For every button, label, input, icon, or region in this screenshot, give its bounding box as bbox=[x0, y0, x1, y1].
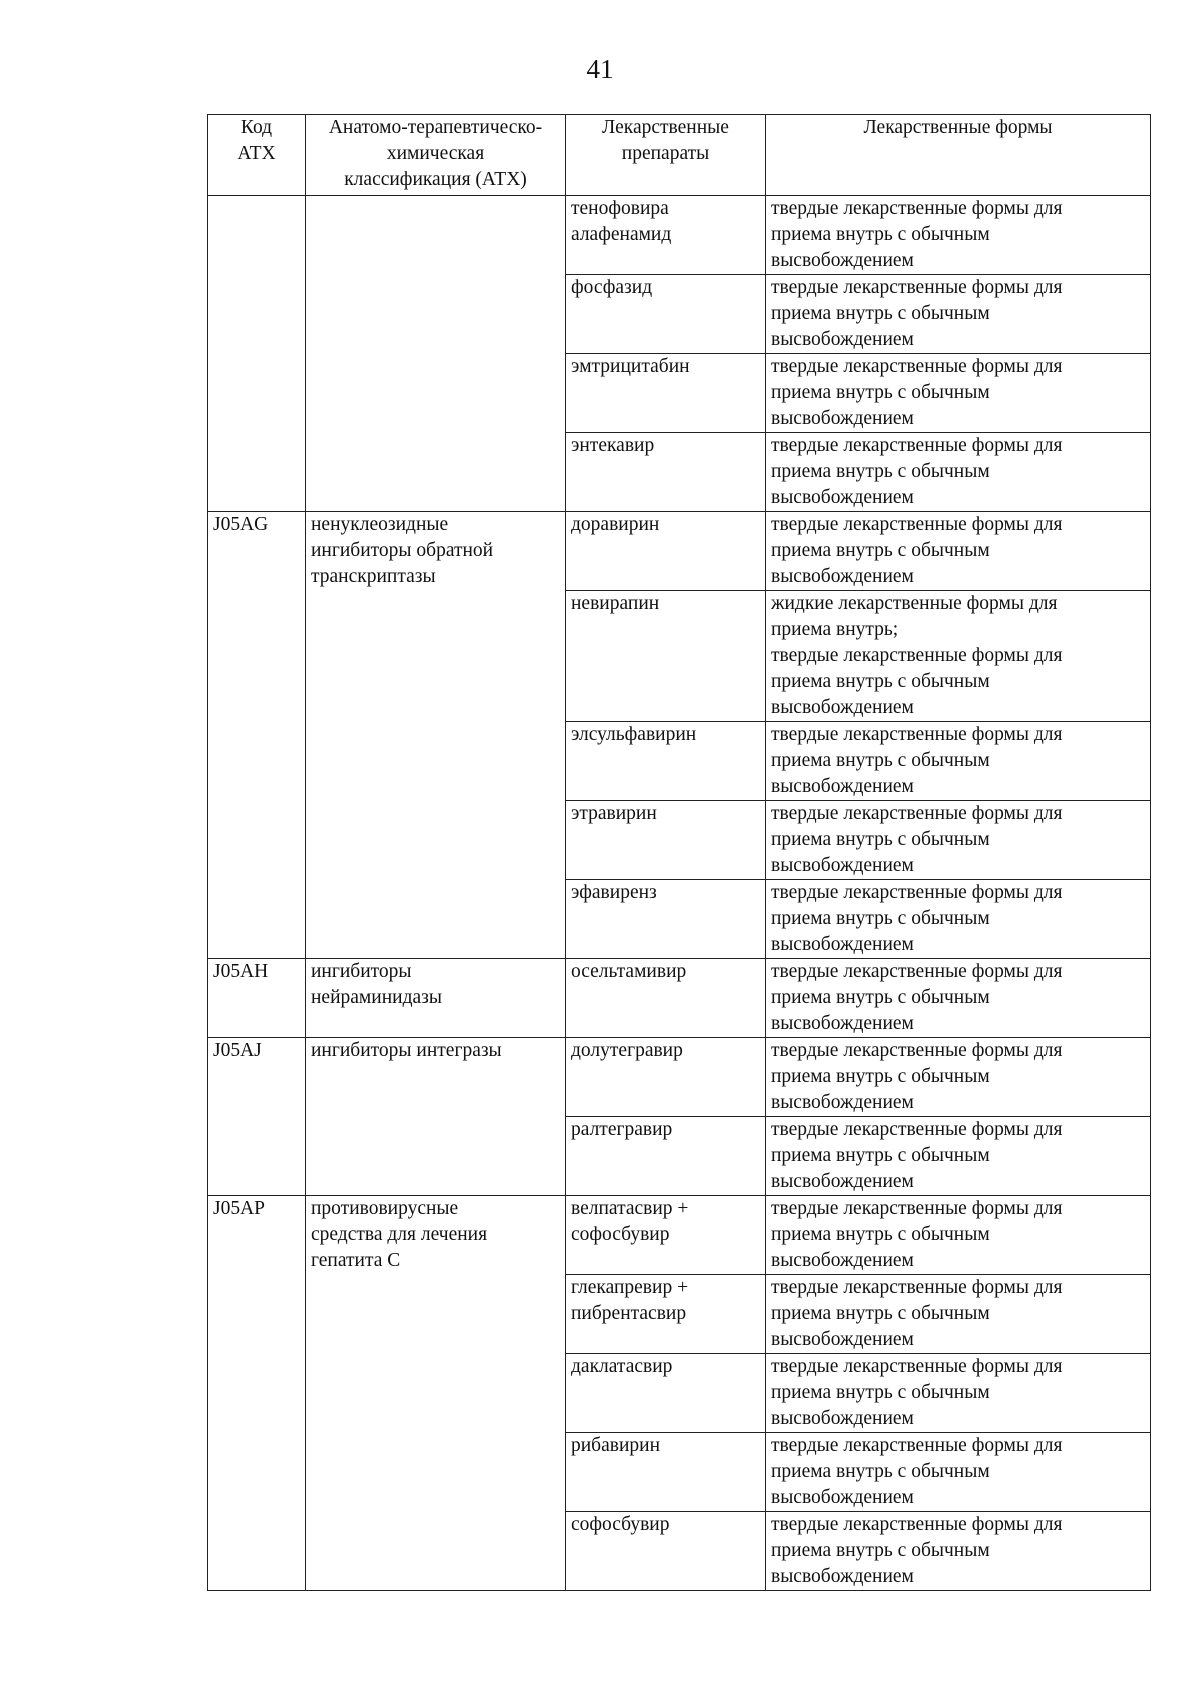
drug-cell: софосбувир bbox=[566, 1512, 766, 1591]
drug-cell: долутегравир bbox=[566, 1038, 766, 1117]
dosage-form-cell: жидкие лекарственные формы для приема внутрь; твердые лекарственные формы для приема внутрь с обычным высвобождением bbox=[766, 591, 1151, 722]
drug-cell: даклатасвир bbox=[566, 1354, 766, 1433]
drug-cell: доравирин bbox=[566, 512, 766, 591]
drug-cell: осельтамивир bbox=[566, 959, 766, 1038]
dosage-form-cell: твердые лекарственные формы для приема внутрь с обычным высвобождением bbox=[766, 959, 1151, 1038]
drug-cell: тенофовира алафенамид bbox=[566, 196, 766, 275]
table-row bbox=[208, 196, 1151, 275]
drug-cell: элсульфавирин bbox=[566, 722, 766, 801]
page-number: 41 bbox=[586, 54, 614, 84]
dosage-form-cell: твердые лекарственные формы для приема внутрь с обычным высвобождением bbox=[766, 1512, 1151, 1591]
drug-cell: эмтрицитабин bbox=[566, 354, 766, 433]
dosage-form-cell: твердые лекарственные формы для приема внутрь с обычным высвобождением bbox=[766, 354, 1151, 433]
atx-code-cell: J05AG bbox=[208, 512, 306, 959]
atx-code-cell: J05AP bbox=[208, 1196, 306, 1591]
atx-code-cell: J05AJ bbox=[208, 1038, 306, 1196]
header-atx-classification: Анатомо-терапевтическо- химическая классификация (АТХ) bbox=[306, 115, 566, 196]
header-atx-code: Код АТХ bbox=[208, 115, 306, 196]
dosage-form-cell: твердые лекарственные формы для приема внутрь с обычным высвобождением bbox=[766, 801, 1151, 880]
atx-drug-table bbox=[207, 114, 1151, 1591]
atx-code-cell bbox=[208, 196, 306, 512]
header-dosage-forms: Лекарственные формы bbox=[766, 115, 1151, 196]
drug-cell: ралтегравир bbox=[566, 1117, 766, 1196]
atx-group-cell: противовирусные средства для лечения гепатита С bbox=[306, 1196, 566, 1591]
drug-cell: рибавирин bbox=[566, 1433, 766, 1512]
table-row bbox=[208, 959, 1151, 1038]
atx-group-cell: ингибиторы интегразы bbox=[306, 1038, 566, 1196]
table-header-row bbox=[208, 115, 1151, 196]
header-drugs: Лекарственные препараты bbox=[566, 115, 766, 196]
dosage-form-cell: твердые лекарственные формы для приема внутрь с обычным высвобождением bbox=[766, 1196, 1151, 1275]
drug-cell: энтекавир bbox=[566, 433, 766, 512]
table-row bbox=[208, 512, 1151, 591]
dosage-form-cell: твердые лекарственные формы для приема внутрь с обычным высвобождением bbox=[766, 880, 1151, 959]
drug-cell: невирапин bbox=[566, 591, 766, 722]
dosage-form-cell: твердые лекарственные формы для приема внутрь с обычным высвобождением bbox=[766, 433, 1151, 512]
table-row bbox=[208, 1196, 1151, 1275]
dosage-form-cell: твердые лекарственные формы для приема внутрь с обычным высвобождением bbox=[766, 1354, 1151, 1433]
dosage-form-cell: твердые лекарственные формы для приема внутрь с обычным высвобождением bbox=[766, 275, 1151, 354]
dosage-form-cell: твердые лекарственные формы для приема внутрь с обычным высвобождением bbox=[766, 1275, 1151, 1354]
dosage-form-cell: твердые лекарственные формы для приема внутрь с обычным высвобождением bbox=[766, 1433, 1151, 1512]
atx-group-cell: ингибиторы нейраминидазы bbox=[306, 959, 566, 1038]
dosage-form-cell: твердые лекарственные формы для приема внутрь с обычным высвобождением bbox=[766, 1117, 1151, 1196]
drug-cell: глекапревир + пибрентасвир bbox=[566, 1275, 766, 1354]
drug-cell: этравирин bbox=[566, 801, 766, 880]
drug-cell: эфавиренз bbox=[566, 880, 766, 959]
drug-cell: велпатасвир + софосбувир bbox=[566, 1196, 766, 1275]
atx-code-cell: J05AH bbox=[208, 959, 306, 1038]
table-row bbox=[208, 1038, 1151, 1117]
atx-group-cell bbox=[306, 196, 566, 512]
atx-group-cell: ненуклеозидные ингибиторы обратной транскриптазы bbox=[306, 512, 566, 959]
dosage-form-cell: твердые лекарственные формы для приема внутрь с обычным высвобождением bbox=[766, 1038, 1151, 1117]
drug-cell: фосфазид bbox=[566, 275, 766, 354]
dosage-form-cell: твердые лекарственные формы для приема внутрь с обычным высвобождением bbox=[766, 196, 1151, 275]
dosage-form-cell: твердые лекарственные формы для приема внутрь с обычным высвобождением bbox=[766, 722, 1151, 801]
dosage-form-cell: твердые лекарственные формы для приема внутрь с обычным высвобождением bbox=[766, 512, 1151, 591]
